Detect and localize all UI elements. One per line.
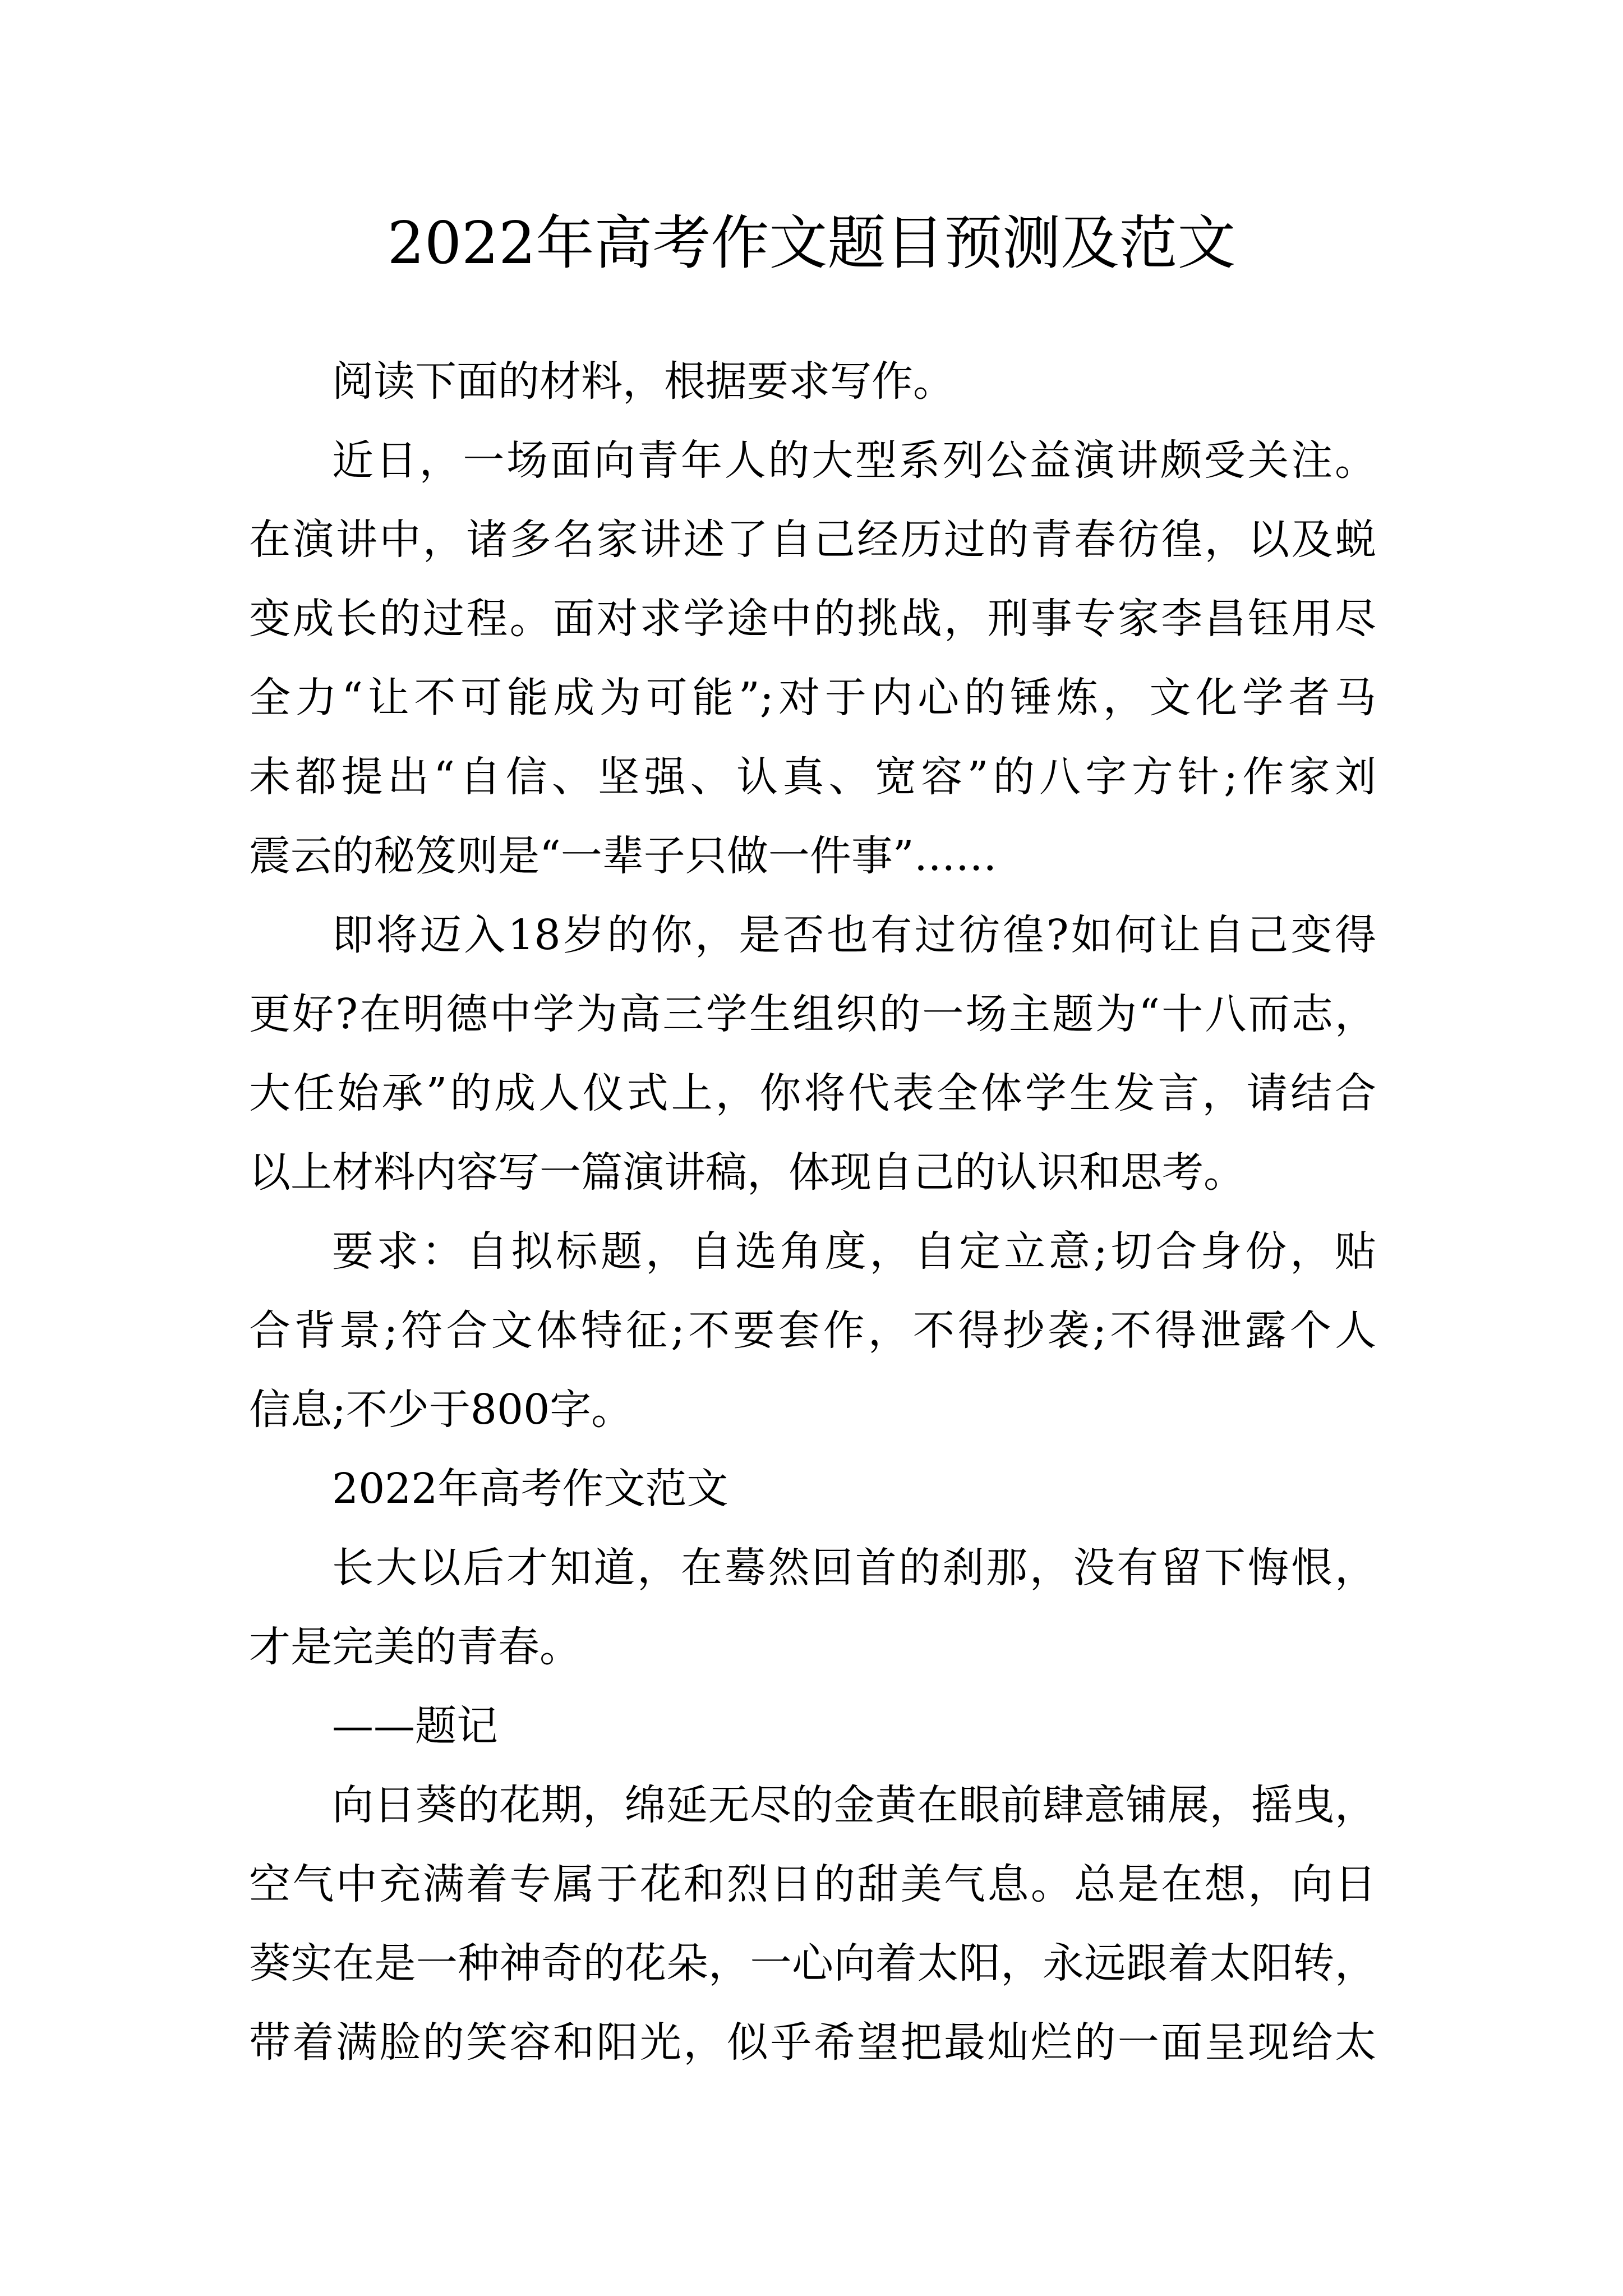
paragraph-line: 更好?在明德中学为高三学生组织的一场主题为“十八而志，: [249, 990, 1376, 1038]
paragraph-line: 信息;不少于800字。: [249, 1386, 633, 1434]
paragraph-line: 空气中充满着专属于花和烈日的甜美气息。总是在想，向日: [249, 1860, 1376, 1908]
document-title: 2022年高考作文题目预测及范文: [387, 209, 1236, 277]
paragraph-line: 在演讲中，诸多名家讲述了自己经历过的青春彷徨，以及蜕: [249, 516, 1376, 564]
paragraph-line: 震云的秘笈则是“一辈子只做一件事”……: [249, 832, 997, 880]
paragraph-line: 带着满脸的笑容和阳光，似乎希望把最灿烂的一面呈现给太: [249, 2018, 1376, 2067]
paragraph-line: 向日葵的花期，绵延无尽的金黄在眼前肆意铺展，摇曳，: [332, 1781, 1376, 1829]
section-heading: 2022年高考作文范文: [332, 1465, 728, 1513]
document-body: [249, 342, 1376, 2082]
paragraph-line: 合背景;符合文体特征;不要套作，不得抄袭;不得泄露个人: [249, 1306, 1376, 1355]
paragraph-line: 变成长的过程。面对求学途中的挑战，刑事专家李昌钰用尽: [249, 595, 1376, 643]
paragraph-line: 以上材料内容写一篇演讲稿，体现自己的认识和思考。: [249, 1148, 1245, 1197]
paragraph-line: 近日，一场面向青年人的大型系列公益演讲颇受关注。: [332, 436, 1376, 485]
paragraph-line: 大任始承”的成人仪式上，你将代表全体学生发言，请结合: [249, 1069, 1376, 1117]
paragraph-line: 即将迈入18岁的你，是否也有过彷徨?如何让自己变得: [332, 911, 1376, 959]
paragraph-line: 葵实在是一种神奇的花朵，一心向着太阳，永远跟着太阳转，: [249, 1939, 1376, 1987]
paragraph-line: 要求：自拟标题，自选角度，自定立意;切合身份，贴: [332, 1227, 1376, 1276]
paragraph-line: 长大以后才知道，在蓦然回首的刹那，没有留下悔恨，: [332, 1544, 1376, 1592]
paragraph-line: 阅读下面的材料，根据要求写作。: [332, 357, 955, 406]
epigraph-label: ——题记: [332, 1702, 498, 1750]
paragraph-line: 才是完美的青春。: [249, 1623, 581, 1671]
paragraph-line: 未都提出“自信、坚强、认真、宽容”的八字方针;作家刘: [249, 753, 1376, 801]
paragraph-line: 全力“让不可能成为可能”;对于内心的锤炼，文化学者马: [249, 674, 1376, 722]
